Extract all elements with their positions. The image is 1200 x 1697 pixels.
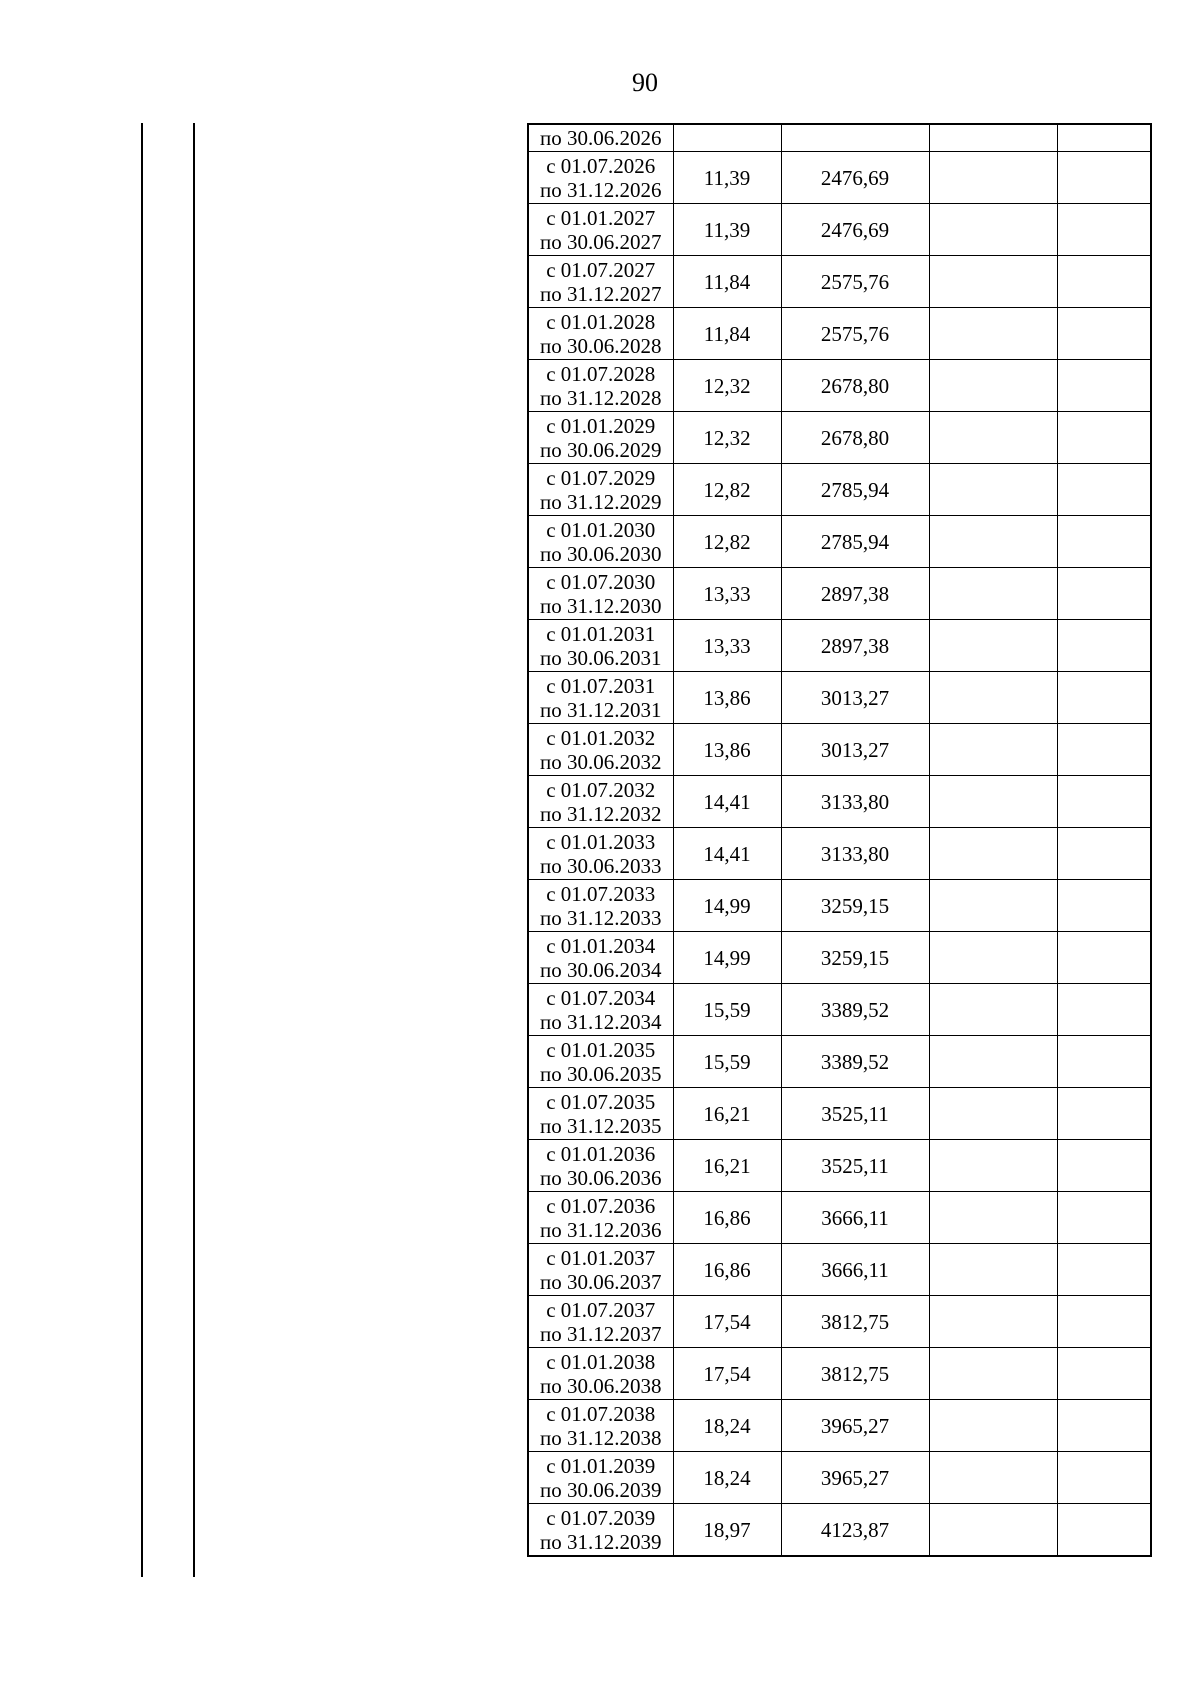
amount-cell: 2897,38 — [781, 568, 929, 620]
period-end: по 30.06.2038 — [540, 1373, 662, 1398]
table-row — [528, 828, 1151, 880]
empty-cell — [1057, 256, 1151, 308]
empty-cell — [1057, 204, 1151, 256]
empty-cell — [929, 932, 1057, 984]
period-start: с 01.01.2036 — [546, 1141, 656, 1166]
rate-cell: 12,82 — [673, 464, 781, 516]
empty-cell — [1057, 1244, 1151, 1296]
period-end: по 30.06.2036 — [540, 1165, 662, 1190]
period-end: по 30.06.2030 — [540, 541, 662, 566]
period-end: по 30.06.2027 — [540, 229, 662, 254]
empty-cell — [929, 984, 1057, 1036]
period-cell — [528, 984, 673, 1036]
rate-cell: 15,59 — [673, 984, 781, 1036]
period-end: по 31.12.2033 — [540, 905, 662, 930]
period-cell — [528, 360, 673, 412]
left-column-divider — [193, 123, 195, 1577]
empty-cell — [929, 1348, 1057, 1400]
period-cell — [528, 672, 673, 724]
table-row — [528, 152, 1151, 204]
period-cell — [528, 620, 673, 672]
period-start: с 01.01.2028 — [546, 309, 656, 334]
period-start: с 01.07.2036 — [546, 1193, 656, 1218]
period-end: по 31.12.2028 — [540, 385, 662, 410]
table-row — [528, 1452, 1151, 1504]
period-cell — [528, 412, 673, 464]
rate-cell: 14,41 — [673, 828, 781, 880]
table-row — [528, 256, 1151, 308]
period-start: с 01.07.2031 — [546, 673, 656, 698]
period-end: по 31.12.2039 — [540, 1529, 662, 1554]
rate-cell: 11,39 — [673, 152, 781, 204]
empty-cell — [1057, 1296, 1151, 1348]
amount-cell — [781, 124, 929, 152]
table-row — [528, 1036, 1151, 1088]
table-row — [528, 880, 1151, 932]
period-cell — [528, 464, 673, 516]
period-end: по 30.06.2039 — [540, 1477, 662, 1502]
period-end: по 31.12.2038 — [540, 1425, 662, 1450]
empty-cell — [1057, 124, 1151, 152]
table-row — [528, 124, 1151, 152]
rate-cell: 18,24 — [673, 1452, 781, 1504]
empty-cell — [929, 1400, 1057, 1452]
amount-cell: 3812,75 — [781, 1348, 929, 1400]
period-end: по 31.12.2032 — [540, 801, 662, 826]
amount-cell: 3389,52 — [781, 984, 929, 1036]
period-cell — [528, 880, 673, 932]
period-cell — [528, 1036, 673, 1088]
empty-cell — [929, 1452, 1057, 1504]
period-start: с 01.07.2032 — [546, 777, 656, 802]
period-start: с 01.01.2037 — [546, 1245, 656, 1270]
rate-cell: 17,54 — [673, 1348, 781, 1400]
amount-cell: 2897,38 — [781, 620, 929, 672]
table-row — [528, 620, 1151, 672]
period-cell — [528, 932, 673, 984]
table-row — [528, 672, 1151, 724]
table-row — [528, 1400, 1151, 1452]
empty-cell — [1057, 464, 1151, 516]
amount-cell: 4123,87 — [781, 1504, 929, 1557]
empty-cell — [1057, 1400, 1151, 1452]
table-row — [528, 412, 1151, 464]
empty-cell — [929, 1192, 1057, 1244]
empty-cell — [929, 1036, 1057, 1088]
amount-cell: 2785,94 — [781, 464, 929, 516]
period-cell — [528, 568, 673, 620]
amount-cell: 2678,80 — [781, 412, 929, 464]
table-row — [528, 308, 1151, 360]
period-cell — [528, 1140, 673, 1192]
period-start: с 01.07.2035 — [546, 1089, 656, 1114]
empty-cell — [929, 672, 1057, 724]
period-start: с 01.07.2028 — [546, 361, 656, 386]
empty-cell — [1057, 568, 1151, 620]
empty-cell — [1057, 516, 1151, 568]
rate-cell: 17,54 — [673, 1296, 781, 1348]
amount-cell: 3666,11 — [781, 1192, 929, 1244]
page-number: 90 — [632, 68, 658, 97]
empty-cell — [929, 1244, 1057, 1296]
table-row — [528, 1192, 1151, 1244]
empty-cell — [1057, 724, 1151, 776]
table-row — [528, 724, 1151, 776]
empty-cell — [929, 828, 1057, 880]
amount-cell: 3965,27 — [781, 1400, 929, 1452]
period-start: с 01.01.2034 — [546, 933, 656, 958]
period-end: по 30.06.2026 — [540, 126, 662, 150]
table-row — [528, 1140, 1151, 1192]
period-cell — [528, 828, 673, 880]
table-row — [528, 776, 1151, 828]
period-start: с 01.07.2038 — [546, 1401, 656, 1426]
rate-cell: 13,33 — [673, 568, 781, 620]
empty-cell — [929, 620, 1057, 672]
empty-cell — [1057, 828, 1151, 880]
rate-cell: 11,84 — [673, 256, 781, 308]
amount-cell: 3525,11 — [781, 1088, 929, 1140]
period-start: с 01.07.2030 — [546, 569, 656, 594]
empty-cell — [929, 412, 1057, 464]
empty-cell — [1057, 412, 1151, 464]
period-start: с 01.01.2027 — [546, 205, 656, 230]
amount-cell: 2476,69 — [781, 204, 929, 256]
period-end: по 31.12.2037 — [540, 1321, 662, 1346]
empty-cell — [929, 1504, 1057, 1557]
rate-cell: 11,84 — [673, 308, 781, 360]
period-end: по 30.06.2029 — [540, 437, 662, 462]
table-row — [528, 360, 1151, 412]
period-cell — [528, 1452, 673, 1504]
table-row — [528, 568, 1151, 620]
period-end: по 30.06.2034 — [540, 957, 662, 982]
period-cell — [528, 1192, 673, 1244]
table-row — [528, 932, 1151, 984]
table-row — [528, 1296, 1151, 1348]
period-cell — [528, 516, 673, 568]
period-start: с 01.07.2027 — [546, 257, 656, 282]
empty-cell — [1057, 360, 1151, 412]
amount-cell: 3259,15 — [781, 880, 929, 932]
period-cell — [528, 1348, 673, 1400]
table-row — [528, 516, 1151, 568]
empty-cell — [929, 880, 1057, 932]
empty-cell — [1057, 776, 1151, 828]
table-row — [528, 1244, 1151, 1296]
period-cell — [528, 1244, 673, 1296]
amount-cell: 3812,75 — [781, 1296, 929, 1348]
rate-cell: 14,99 — [673, 932, 781, 984]
rate-cell — [673, 124, 781, 152]
period-start: с 01.01.2035 — [546, 1037, 656, 1062]
rate-cell: 15,59 — [673, 1036, 781, 1088]
empty-cell — [929, 152, 1057, 204]
period-end: по 31.12.2027 — [540, 281, 662, 306]
period-start: с 01.07.2034 — [546, 985, 656, 1010]
empty-cell — [1057, 880, 1151, 932]
empty-cell — [1057, 672, 1151, 724]
table-row — [528, 984, 1151, 1036]
empty-cell — [1057, 1192, 1151, 1244]
rate-cell: 16,86 — [673, 1244, 781, 1296]
amount-cell: 2575,76 — [781, 256, 929, 308]
tariff-table — [527, 123, 1152, 1557]
period-cell — [528, 1296, 673, 1348]
rate-cell: 13,33 — [673, 620, 781, 672]
period-start: с 01.07.2029 — [546, 465, 656, 490]
period-start: с 01.07.2026 — [546, 153, 656, 178]
period-end: по 30.06.2035 — [540, 1061, 662, 1086]
amount-cell: 3259,15 — [781, 932, 929, 984]
period-end: по 30.06.2033 — [540, 853, 662, 878]
period-cell — [528, 308, 673, 360]
rate-cell: 14,41 — [673, 776, 781, 828]
period-cell — [528, 1400, 673, 1452]
period-start: с 01.07.2033 — [546, 881, 656, 906]
period-end: по 31.12.2035 — [540, 1113, 662, 1138]
empty-cell — [1057, 1452, 1151, 1504]
empty-cell — [1057, 1088, 1151, 1140]
period-start: с 01.01.2039 — [546, 1453, 656, 1478]
period-cell — [528, 256, 673, 308]
period-end: по 31.12.2031 — [540, 697, 662, 722]
empty-cell — [1057, 620, 1151, 672]
period-start: с 01.01.2032 — [546, 725, 656, 750]
period-cell — [528, 724, 673, 776]
rate-cell: 16,21 — [673, 1140, 781, 1192]
empty-cell — [1057, 308, 1151, 360]
period-start: с 01.01.2029 — [546, 413, 656, 438]
period-cell — [528, 124, 673, 152]
amount-cell: 3133,80 — [781, 776, 929, 828]
amount-cell: 3133,80 — [781, 828, 929, 880]
table-row — [528, 464, 1151, 516]
table-row — [528, 204, 1151, 256]
table-row — [528, 1348, 1151, 1400]
amount-cell: 3965,27 — [781, 1452, 929, 1504]
empty-cell — [929, 360, 1057, 412]
period-cell — [528, 1088, 673, 1140]
table-row — [528, 1504, 1151, 1557]
amount-cell: 2476,69 — [781, 152, 929, 204]
period-start: с 01.07.2039 — [546, 1505, 656, 1530]
empty-cell — [929, 1140, 1057, 1192]
empty-cell — [929, 204, 1057, 256]
amount-cell: 3389,52 — [781, 1036, 929, 1088]
period-start: с 01.07.2037 — [546, 1297, 656, 1322]
period-end: по 30.06.2028 — [540, 333, 662, 358]
period-cell — [528, 1504, 673, 1557]
period-cell — [528, 152, 673, 204]
empty-cell — [929, 516, 1057, 568]
period-start: с 01.01.2033 — [546, 829, 656, 854]
amount-cell: 3525,11 — [781, 1140, 929, 1192]
rate-cell: 13,86 — [673, 724, 781, 776]
amount-cell: 3013,27 — [781, 672, 929, 724]
period-start: с 01.01.2038 — [546, 1349, 656, 1374]
empty-cell — [1057, 1348, 1151, 1400]
empty-cell — [929, 724, 1057, 776]
empty-cell — [929, 464, 1057, 516]
rate-cell: 12,32 — [673, 412, 781, 464]
table-row — [528, 1088, 1151, 1140]
period-start: с 01.01.2031 — [546, 621, 656, 646]
rate-cell: 11,39 — [673, 204, 781, 256]
amount-cell: 2785,94 — [781, 516, 929, 568]
rate-cell: 16,86 — [673, 1192, 781, 1244]
rate-cell: 12,32 — [673, 360, 781, 412]
empty-cell — [1057, 1140, 1151, 1192]
empty-cell — [929, 776, 1057, 828]
period-end: по 31.12.2030 — [540, 593, 662, 618]
amount-cell: 2678,80 — [781, 360, 929, 412]
empty-cell — [929, 1296, 1057, 1348]
period-end: по 30.06.2031 — [540, 645, 662, 670]
empty-cell — [929, 568, 1057, 620]
empty-cell — [1057, 1504, 1151, 1557]
left-table-border — [141, 123, 143, 1577]
empty-cell — [929, 256, 1057, 308]
amount-cell: 3013,27 — [781, 724, 929, 776]
empty-cell — [1057, 932, 1151, 984]
rate-cell: 16,21 — [673, 1088, 781, 1140]
rate-cell: 12,82 — [673, 516, 781, 568]
period-end: по 30.06.2032 — [540, 749, 662, 774]
period-start: с 01.01.2030 — [546, 517, 656, 542]
period-end: по 31.12.2026 — [540, 177, 662, 202]
empty-cell — [929, 124, 1057, 152]
period-end: по 31.12.2036 — [540, 1217, 662, 1242]
empty-cell — [929, 308, 1057, 360]
amount-cell: 2575,76 — [781, 308, 929, 360]
period-cell — [528, 776, 673, 828]
empty-cell — [1057, 984, 1151, 1036]
empty-cell — [1057, 1036, 1151, 1088]
amount-cell: 3666,11 — [781, 1244, 929, 1296]
rate-cell: 14,99 — [673, 880, 781, 932]
empty-cell — [1057, 152, 1151, 204]
rate-cell: 18,24 — [673, 1400, 781, 1452]
period-end: по 30.06.2037 — [540, 1269, 662, 1294]
rate-cell: 13,86 — [673, 672, 781, 724]
empty-cell — [929, 1088, 1057, 1140]
period-end: по 31.12.2029 — [540, 489, 662, 514]
period-cell — [528, 204, 673, 256]
period-end: по 31.12.2034 — [540, 1009, 662, 1034]
rate-cell: 18,97 — [673, 1504, 781, 1557]
